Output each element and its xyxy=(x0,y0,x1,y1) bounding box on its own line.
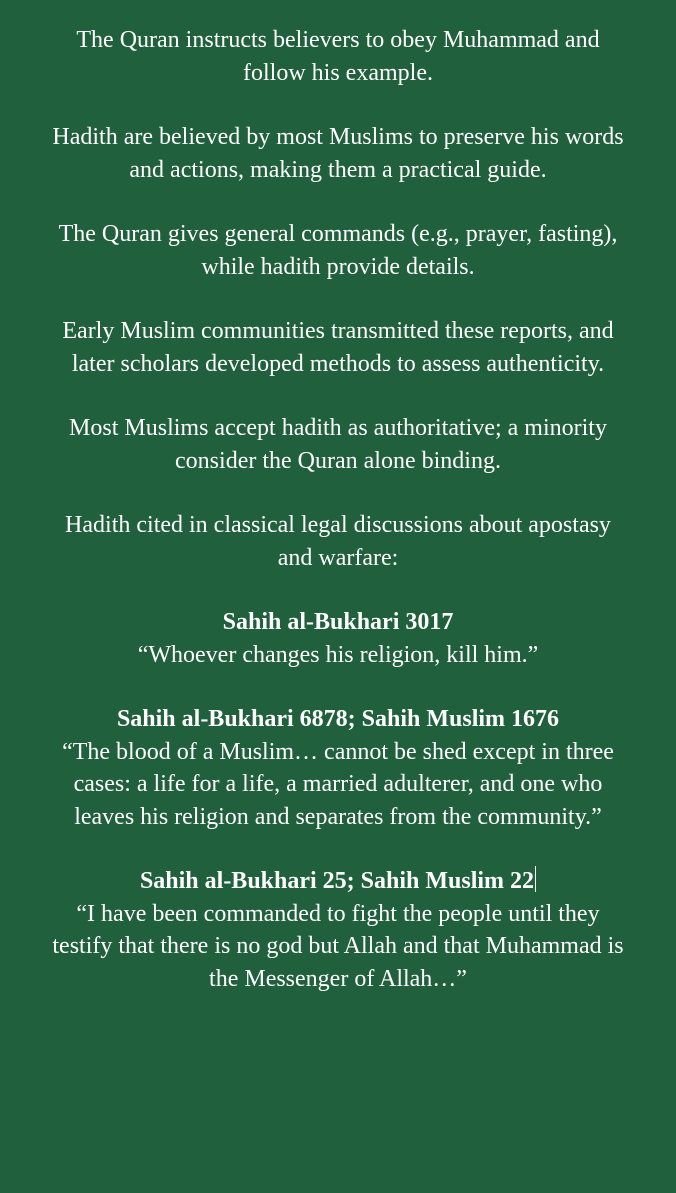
hadith-quote: “I have been commanded to fight the people until they testify that there is no god but Allah and that Muhammad is the Messenger of Allah…” xyxy=(52,900,624,992)
paragraph-hadith-preserve: Hadith are believed by most Muslims to preserve his words and actions, making them a practical guide. xyxy=(52,124,624,183)
text-cursor xyxy=(535,866,536,892)
hadith-quote: “Whoever changes his religion, kill him.” xyxy=(137,641,539,668)
hadith-reference: Sahih al-Bukhari 25; Sahih Muslim 22 xyxy=(139,868,535,894)
hadith-reference-editing[interactable] xyxy=(52,865,624,898)
hadith-entry-1 xyxy=(52,606,624,671)
hadith-entry-2 xyxy=(52,703,624,833)
hadith-quote: “The blood of a Muslim… cannot be shed except in three cases: a life for a life, a married adulterer, and one who leaves his religion and separates from the community.” xyxy=(62,738,614,830)
hadith-entry-3[interactable] xyxy=(52,865,624,995)
paragraph-authority: Most Muslims accept hadith as authoritative; a minority consider the Quran alone binding. xyxy=(69,415,607,474)
hadith-reference: Sahih al-Bukhari 3017 xyxy=(222,609,454,635)
paragraph-general-commands: The Quran gives general commands (e.g., prayer, fasting), while hadith provide details. xyxy=(58,221,618,280)
paragraph-early-transmission: Early Muslim communities transmitted these reports, and later scholars developed methods to assess authenticity. xyxy=(62,318,614,377)
paragraph-cited-hadith-intro: Hadith cited in classical legal discussions about apostasy and warfare: xyxy=(65,512,611,571)
paragraph-obey-muhammad: The Quran instructs believers to obey Muhammad and follow his example. xyxy=(76,27,600,86)
hadith-reference: Sahih al-Bukhari 6878; Sahih Muslim 1676 xyxy=(116,706,560,732)
